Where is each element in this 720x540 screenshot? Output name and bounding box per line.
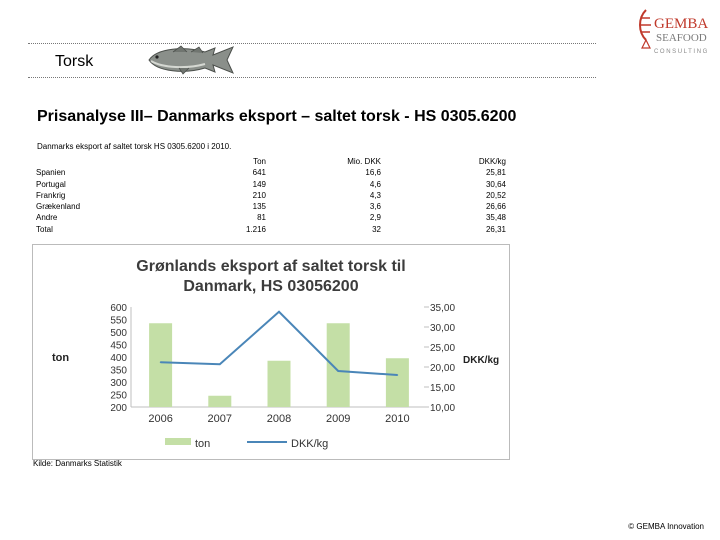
y-tick-label-right: 35,00 xyxy=(430,303,456,314)
table-cell: 4,3 xyxy=(369,190,381,200)
x-tick-label: 2010 xyxy=(385,413,410,425)
y-tick-label-left: 400 xyxy=(110,353,127,364)
logo-text-seafood: SEAFOOD xyxy=(656,32,707,44)
table-cell: 3,6 xyxy=(369,202,381,212)
table-cell: 30,64 xyxy=(485,179,506,189)
y-axis-left-label: ton xyxy=(52,352,70,364)
gemba-logo xyxy=(636,4,716,60)
y-tick-label-right: 10,00 xyxy=(430,403,456,414)
table-cell: 35,48 xyxy=(485,213,506,223)
y-axis-right-label: DKK/kg xyxy=(463,355,500,366)
bar-2006 xyxy=(149,323,172,407)
source-note: Kilde: Danmarks Statistik xyxy=(33,459,122,468)
table-header-cell: Ton xyxy=(253,157,266,166)
table-header-cell: Mio. DKK xyxy=(347,157,381,166)
chart-title-line-2: Danmark, HS 03056200 xyxy=(183,278,359,295)
table-cell: 32 xyxy=(372,224,381,234)
table-cell: 210 xyxy=(252,190,266,200)
table-caption: Danmarks eksport af saltet torsk HS 0305.6200 i 2010. xyxy=(37,142,232,151)
y-tick-label-right: 25,00 xyxy=(430,343,456,354)
line-point-2009 xyxy=(337,370,339,372)
table-cell: 641 xyxy=(252,168,266,178)
chart-container xyxy=(32,244,510,460)
y-tick-label-right: 15,00 xyxy=(430,383,456,394)
bar-2009 xyxy=(327,323,350,407)
table-row xyxy=(36,212,506,223)
y-tick-label-right: 20,00 xyxy=(430,363,456,374)
header-bottom-rule xyxy=(28,77,596,78)
bar-2007 xyxy=(208,396,231,407)
header-title: Torsk xyxy=(55,53,94,70)
y-tick-label-left: 550 xyxy=(110,315,127,327)
table-cell: 135 xyxy=(252,202,266,212)
table-cell: 25,81 xyxy=(485,168,506,178)
table-row xyxy=(36,201,506,212)
table-cell: 149 xyxy=(252,179,266,189)
table-cell: 2,9 xyxy=(369,213,381,223)
table-cell: 16,6 xyxy=(365,168,381,178)
table-header-cell: DKK/kg xyxy=(478,157,506,166)
cod-fish-icon xyxy=(143,44,235,76)
table-cell: Spanien xyxy=(36,168,66,178)
table-cell: 20,52 xyxy=(485,190,506,200)
table-cell: 81 xyxy=(257,213,266,223)
table-cell: Grækenland xyxy=(36,202,81,212)
line-point-2006 xyxy=(160,361,162,363)
copyright-note: © GEMBA Innovation xyxy=(628,522,704,531)
y-tick-label-left: 500 xyxy=(110,328,127,339)
y-tick-label-left: 600 xyxy=(110,303,127,314)
y-tick-label-left: 450 xyxy=(110,340,127,352)
table-cell: Frankrig xyxy=(36,190,66,200)
table-cell: Andre xyxy=(36,213,58,223)
table-row xyxy=(36,179,506,190)
line-point-2007 xyxy=(219,363,221,365)
legend-label-ton: ton xyxy=(195,438,211,450)
plot-area xyxy=(110,303,455,425)
x-tick-label: 2007 xyxy=(207,413,233,425)
legend-label-dkk-kg: DKK/kg xyxy=(291,438,329,450)
table-row xyxy=(36,167,506,178)
y-tick-label-left: 200 xyxy=(110,403,127,414)
table-header-cell xyxy=(36,156,188,167)
table-cell: 4,6 xyxy=(369,179,381,189)
table-header-row xyxy=(36,156,506,167)
y-tick-label-right: 30,00 xyxy=(430,323,456,334)
table-cell: 26,31 xyxy=(485,224,506,234)
table-cell: Total xyxy=(36,224,53,234)
table-row xyxy=(36,190,506,201)
y-tick-label-left: 350 xyxy=(110,365,127,377)
x-tick-label: 2009 xyxy=(325,413,351,425)
fish-skeleton-logo-icon xyxy=(640,10,651,48)
x-tick-label: 2008 xyxy=(266,413,292,425)
bar-2008 xyxy=(268,361,291,407)
line-point-2010 xyxy=(397,374,399,376)
chart-title-line-1: Grønlands eksport af saltet torsk til xyxy=(136,258,406,275)
bar-2010 xyxy=(386,358,409,407)
export-chart xyxy=(33,245,509,459)
y-tick-label-left: 300 xyxy=(110,378,127,389)
table-cell: 26,66 xyxy=(485,202,506,212)
logo-text-consulting: CONSULTING xyxy=(654,49,709,55)
header-top-rule xyxy=(28,43,596,44)
table-cell: 1.216 xyxy=(245,224,266,234)
legend-swatch-ton xyxy=(165,438,191,445)
export-table xyxy=(36,156,506,235)
line-point-2008 xyxy=(278,311,280,313)
y-tick-label-left: 250 xyxy=(110,390,127,402)
chart-legend xyxy=(165,438,328,450)
page-title: Prisanalyse III– Danmarks eksport – saltet torsk - HS 0305.6200 xyxy=(37,108,517,125)
logo-text-gemba: GEMBA xyxy=(654,16,709,32)
table-cell: Portugal xyxy=(36,179,66,189)
table-row-total xyxy=(36,224,506,235)
x-tick-label: 2006 xyxy=(148,413,173,425)
